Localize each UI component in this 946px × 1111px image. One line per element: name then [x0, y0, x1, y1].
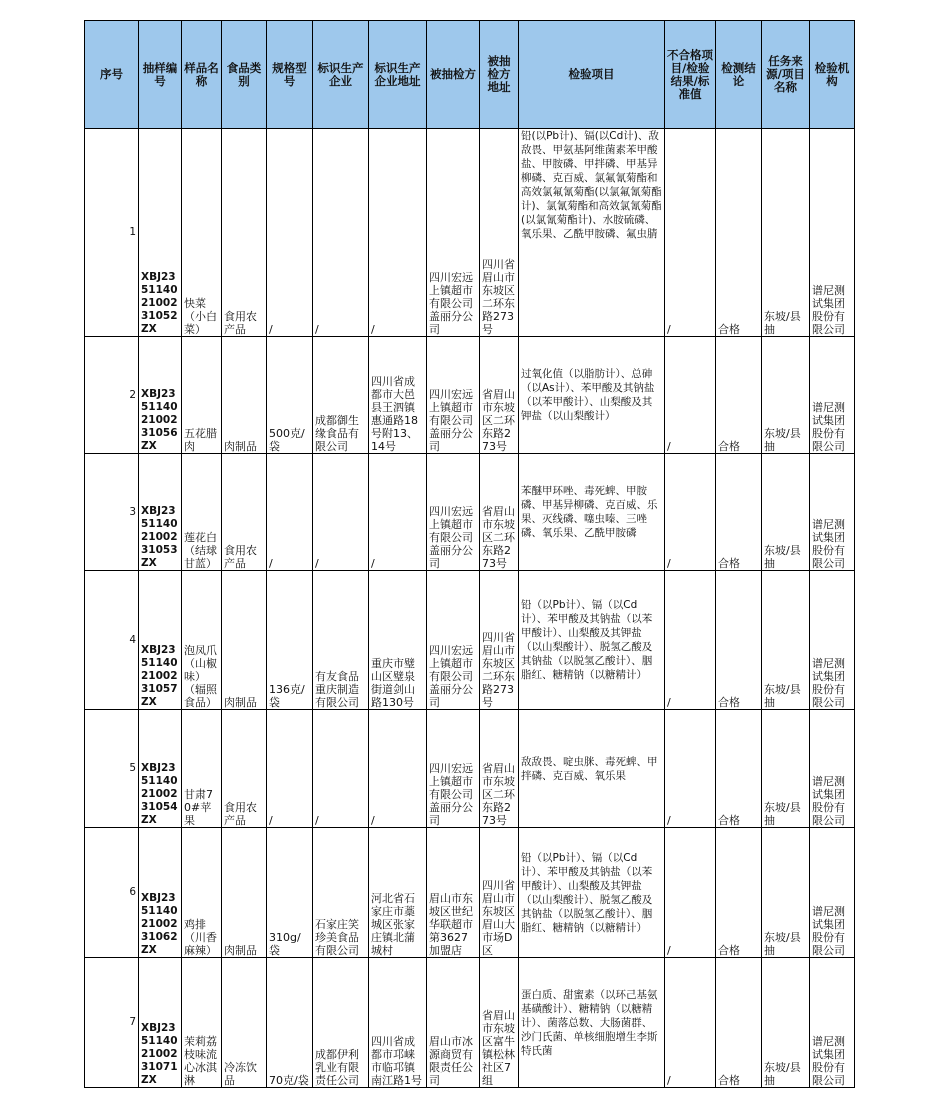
unqualified-items: /: [665, 828, 716, 958]
sample-name: 快菜（小白菜）: [182, 129, 222, 337]
spec: /: [267, 710, 313, 828]
producer: 成都御生缘食品有限公司: [313, 337, 369, 454]
producer-address: 重庆市璧山区璧泉街道剑山路130号: [369, 571, 427, 710]
producer-address: 四川省成都市邛崃市临邛镇南江路1号: [369, 958, 427, 1088]
table-row: [85, 337, 855, 454]
producer: 成都伊利乳业有限责任公司: [313, 958, 369, 1088]
sample-code: XBJ23511402100231053ZX: [139, 454, 182, 571]
test-items: 蛋白质、甜蜜素（以环己基氨基磺酸计）、糖精钠（以糖精计）、菌落总数、大肠菌群、沙门氏菌、单核细胞增生李斯特氏菌: [519, 958, 665, 1088]
sampled-party: 四川宏远上镇超市有限公司盖丽分公司: [427, 571, 480, 710]
spec: /: [267, 454, 313, 571]
food-category: 肉制品: [222, 571, 267, 710]
inspection-org: 谱尼测试集团股份有限公司: [810, 454, 855, 571]
task-source: 东坡/县抽: [762, 454, 810, 571]
row-number: 7: [85, 958, 139, 1088]
table-header-row: [85, 21, 855, 129]
table-row: [85, 129, 855, 337]
spec: /: [267, 129, 313, 337]
task-source: 东坡/县抽: [762, 828, 810, 958]
conclusion: 合格: [716, 828, 762, 958]
sample-code: XBJ23511402100231056ZX: [139, 337, 182, 454]
food-category: 肉制品: [222, 828, 267, 958]
inspection-results-table: [84, 20, 855, 1088]
sample-name: 甘肃70#苹果: [182, 710, 222, 828]
sample-name: 莲花白（结球甘蓝）: [182, 454, 222, 571]
row-number: 6: [85, 828, 139, 958]
sample-code: XBJ23511402100231052ZX: [139, 129, 182, 337]
sampled-address: 省眉山市东坡区二环东路273号: [480, 454, 519, 571]
table-row: [85, 710, 855, 828]
inspection-org: 谱尼测试集团股份有限公司: [810, 129, 855, 337]
sampled-address: 省眉山市东坡区二环东路273号: [480, 710, 519, 828]
producer: 石家庄笑珍美食品有限公司: [313, 828, 369, 958]
producer: /: [313, 710, 369, 828]
header-cell: 检验机构: [810, 21, 855, 129]
header-cell: 规格型号: [267, 21, 313, 129]
task-source: 东坡/县抽: [762, 337, 810, 454]
sampled-party: 四川宏远上镇超市有限公司盖丽分公司: [427, 454, 480, 571]
sampled-party: 眉山市冰源商贸有限责任公司: [427, 958, 480, 1088]
header-cell: 检测结论: [716, 21, 762, 129]
test-items: 铅（以Pb计）、镉（以Cd计）、苯甲酸及其钠盐（以苯甲酸计）、山梨酸及其钾盐（以山梨酸计）、脱氢乙酸及其钠盐（以脱氢乙酸计）、胭脂红、糖精钠（以糖精计）: [519, 828, 665, 958]
header-cell: 序号: [85, 21, 139, 129]
unqualified-items: /: [665, 454, 716, 571]
unqualified-items: /: [665, 710, 716, 828]
producer: /: [313, 454, 369, 571]
sampled-party: 四川宏远上镇超市有限公司盖丽分公司: [427, 337, 480, 454]
sample-name: 茉莉荔枝味流心冰淇淋: [182, 958, 222, 1088]
task-source: 东坡/县抽: [762, 571, 810, 710]
spec: 500克/袋: [267, 337, 313, 454]
table-row: [85, 454, 855, 571]
task-source: 东坡/县抽: [762, 129, 810, 337]
table-row: [85, 958, 855, 1088]
test-items: 铅(以Pb计)、镉(以Cd计)、敌敌畏、甲氨基阿维菌素苯甲酸盐、甲胺磷、甲拌磷、甲基异柳磷、克百威、氯氟氰菊酯和高效氯氟氰菊酯(以氯氟氰菊酯计)、氯氰菊酯和高效氯氰菊酯(以氯氰菊酯计)、水胺硫磷、氧乐果、乙酰甲胺磷、氟虫腈: [519, 129, 665, 337]
conclusion: 合格: [716, 710, 762, 828]
sample-code: XBJ23511402100231057ZX: [139, 571, 182, 710]
header-cell: 食品类别: [222, 21, 267, 129]
sampled-address: 四川省眉山市东坡区眉山大市场D区: [480, 828, 519, 958]
producer-address: /: [369, 710, 427, 828]
header-cell: 任务来源/项目名称: [762, 21, 810, 129]
row-number: 1: [85, 129, 139, 337]
unqualified-items: /: [665, 337, 716, 454]
conclusion: 合格: [716, 454, 762, 571]
food-category: 食用农产品: [222, 129, 267, 337]
sample-code: XBJ23511402100231062ZX: [139, 828, 182, 958]
producer-address: /: [369, 454, 427, 571]
task-source: 东坡/县抽: [762, 958, 810, 1088]
header-cell: 样品名称: [182, 21, 222, 129]
inspection-org: 谱尼测试集团股份有限公司: [810, 710, 855, 828]
sampled-address: 四川省眉山市东坡区二环东路273号: [480, 129, 519, 337]
food-category: 食用农产品: [222, 710, 267, 828]
sample-name: 鸡排（川香麻辣）: [182, 828, 222, 958]
header-cell: 标识生产企业地址: [369, 21, 427, 129]
test-items: 敌敌畏、啶虫脒、毒死蜱、甲拌磷、克百威、氧乐果: [519, 710, 665, 828]
sample-code: XBJ23511402100231071ZX: [139, 958, 182, 1088]
header-cell: 不合格项目/检验结果/标准值: [665, 21, 716, 129]
producer-address: /: [369, 129, 427, 337]
sampled-address: 省眉山市东坡区富牛镇松林社区7组: [480, 958, 519, 1088]
sampled-address: 省眉山市东坡区二环东路273号: [480, 337, 519, 454]
header-cell: 被抽检方地址: [480, 21, 519, 129]
inspection-org: 谱尼测试集团股份有限公司: [810, 337, 855, 454]
producer: 有友食品重庆制造有限公司: [313, 571, 369, 710]
test-items: 铅（以Pb计）、镉（以Cd计）、苯甲酸及其钠盐（以苯甲酸计）、山梨酸及其钾盐（以山梨酸计）、脱氢乙酸及其钠盐（以脱氢乙酸计）、胭脂红、糖精钠（以糖精计）: [519, 571, 665, 710]
unqualified-items: /: [665, 958, 716, 1088]
food-category: 食用农产品: [222, 454, 267, 571]
sample-name: 五花腊肉: [182, 337, 222, 454]
sample-name: 泡凤爪（山椒味）（辐照食品）: [182, 571, 222, 710]
header-cell: 抽样编号: [139, 21, 182, 129]
header-cell: 标识生产企业: [313, 21, 369, 129]
producer-address: 河北省石家庄市藁城区张家庄镇北蒲城村: [369, 828, 427, 958]
conclusion: 合格: [716, 337, 762, 454]
inspection-org: 谱尼测试集团股份有限公司: [810, 571, 855, 710]
producer: /: [313, 129, 369, 337]
row-number: 3: [85, 454, 139, 571]
row-number: 4: [85, 571, 139, 710]
row-number: 5: [85, 710, 139, 828]
unqualified-items: /: [665, 129, 716, 337]
spec: 136克/袋: [267, 571, 313, 710]
sampled-address: 四川省眉山市东坡区二环东路273号: [480, 571, 519, 710]
table-row: [85, 571, 855, 710]
unqualified-items: /: [665, 571, 716, 710]
conclusion: 合格: [716, 571, 762, 710]
spec: 70克/袋: [267, 958, 313, 1088]
food-category: 冷冻饮品: [222, 958, 267, 1088]
sampled-party: 眉山市东坡区世纪华联超市第3627加盟店: [427, 828, 480, 958]
inspection-org: 谱尼测试集团股份有限公司: [810, 958, 855, 1088]
sampled-party: 四川宏远上镇超市有限公司盖丽分公司: [427, 129, 480, 337]
task-source: 东坡/县抽: [762, 710, 810, 828]
header-cell: 被抽检方: [427, 21, 480, 129]
header-cell: 检验项目: [519, 21, 665, 129]
conclusion: 合格: [716, 129, 762, 337]
producer-address: 四川省成都市大邑县王泗镇惠通路18号附13、14号: [369, 337, 427, 454]
spec: 310g/袋: [267, 828, 313, 958]
conclusion: 合格: [716, 958, 762, 1088]
food-category: 肉制品: [222, 337, 267, 454]
row-number: 2: [85, 337, 139, 454]
table-row: [85, 828, 855, 958]
test-items: 过氧化值（以脂肪计）、总砷（以As计）、苯甲酸及其钠盐（以苯甲酸计）、山梨酸及其钾盐（以山梨酸计）: [519, 337, 665, 454]
sample-code: XBJ23511402100231054ZX: [139, 710, 182, 828]
inspection-org: 谱尼测试集团股份有限公司: [810, 828, 855, 958]
test-items: 苯醚甲环唑、毒死蜱、甲胺磷、甲基异柳磷、克百威、乐果、灭线磷、噻虫嗪、三唑磷、氧乐果、乙酰甲胺磷: [519, 454, 665, 571]
sampled-party: 四川宏远上镇超市有限公司盖丽分公司: [427, 710, 480, 828]
